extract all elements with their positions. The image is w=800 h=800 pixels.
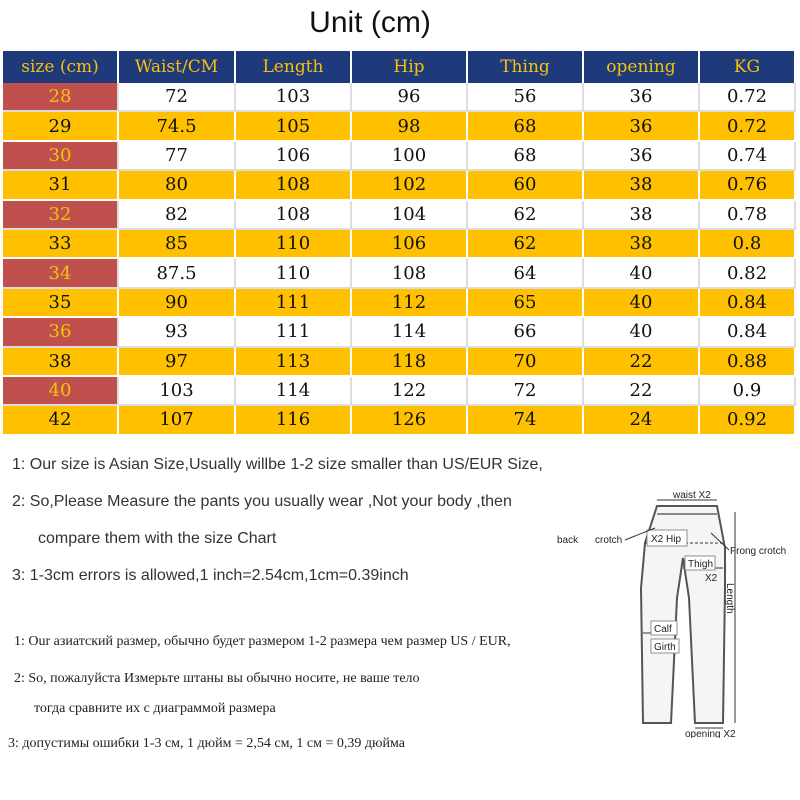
table-cell: 68 xyxy=(467,111,583,140)
table-row xyxy=(3,170,795,199)
table-cell: 0.84 xyxy=(699,317,795,346)
table-row xyxy=(3,229,795,258)
table-cell: 70 xyxy=(467,347,583,376)
table-cell: 0.72 xyxy=(699,111,795,140)
table-row xyxy=(3,141,795,170)
column-header: Thing xyxy=(467,51,583,83)
column-header: Length xyxy=(235,51,351,83)
table-cell: 38 xyxy=(583,200,699,229)
table-cell: 56 xyxy=(467,83,583,111)
table-row xyxy=(3,258,795,287)
table-cell: 38 xyxy=(583,229,699,258)
size-cell: 35 xyxy=(3,288,118,317)
table-cell: 0.74 xyxy=(699,141,795,170)
label-calf: Calf xyxy=(654,624,672,635)
table-cell: 0.82 xyxy=(699,258,795,287)
label-length: Length xyxy=(724,583,735,614)
table-cell: 22 xyxy=(583,376,699,405)
chart-title: Unit (cm) xyxy=(309,6,431,39)
label-front-crotch: Frong crotch xyxy=(730,546,787,557)
table-cell: 82 xyxy=(118,200,235,229)
table-cell: 102 xyxy=(351,170,467,199)
table-cell: 103 xyxy=(118,376,235,405)
table-cell: 97 xyxy=(118,347,235,376)
note-ru-3: 3: допустимы ошибки 1-3 см, 1 дюйм = 2,54 см, 1 см = 0,39 дюйма xyxy=(8,736,405,751)
table-cell: 106 xyxy=(351,229,467,258)
note-ru-1: 1: Our азиатский размер, обычно будет размером 1-2 размера чем размер US / EUR, xyxy=(14,634,511,649)
size-cell: 30 xyxy=(3,141,118,170)
table-cell: 100 xyxy=(351,141,467,170)
size-cell: 38 xyxy=(3,347,118,376)
note-en-2: 2: So,Please Measure the pants you usually wear ,Not your body ,then xyxy=(12,493,512,510)
table-row xyxy=(3,200,795,229)
table-cell: 72 xyxy=(467,376,583,405)
column-header: Hip xyxy=(351,51,467,83)
table-cell: 22 xyxy=(583,347,699,376)
note-ru-2: 2: So, пожалуйста Измерьте штаны вы обычно носите, не ваше тело xyxy=(14,671,420,686)
table-cell: 0.78 xyxy=(699,200,795,229)
table-row xyxy=(3,288,795,317)
table-row xyxy=(3,347,795,376)
table-cell: 24 xyxy=(583,405,699,434)
table-row xyxy=(3,405,795,434)
table-cell: 90 xyxy=(118,288,235,317)
table-cell: 0.76 xyxy=(699,170,795,199)
size-table xyxy=(3,51,796,436)
table-row xyxy=(3,376,795,405)
table-cell: 87.5 xyxy=(118,258,235,287)
table-cell: 77 xyxy=(118,141,235,170)
label-back: back xyxy=(557,535,579,546)
table-cell: 40 xyxy=(583,258,699,287)
label-waist: waist X2 xyxy=(673,490,711,501)
table-cell: 40 xyxy=(583,288,699,317)
label-crotch: crotch xyxy=(595,535,623,546)
size-cell: 33 xyxy=(3,229,118,258)
note-en-3: 3: 1-3cm errors is allowed,1 inch=2.54cm,1cm=0.39inch xyxy=(12,567,409,584)
table-cell: 113 xyxy=(235,347,351,376)
table-cell: 38 xyxy=(583,170,699,199)
table-cell: 65 xyxy=(467,288,583,317)
table-cell: 107 xyxy=(118,405,235,434)
size-cell: 31 xyxy=(3,170,118,199)
table-cell: 40 xyxy=(583,317,699,346)
table-cell: 36 xyxy=(583,83,699,111)
table-cell: 0.84 xyxy=(699,288,795,317)
table-cell: 66 xyxy=(467,317,583,346)
table-cell: 0.72 xyxy=(699,83,795,111)
table-cell: 111 xyxy=(235,317,351,346)
size-cell: 42 xyxy=(3,405,118,434)
column-header: size (cm) xyxy=(3,51,118,83)
table-cell: 74 xyxy=(467,405,583,434)
table-cell: 96 xyxy=(351,83,467,111)
table-cell: 114 xyxy=(235,376,351,405)
table-cell: 68 xyxy=(467,141,583,170)
table-cell: 104 xyxy=(351,200,467,229)
table-body xyxy=(3,83,795,435)
table-cell: 122 xyxy=(351,376,467,405)
size-cell: 29 xyxy=(3,111,118,140)
table-row xyxy=(3,111,795,140)
table-cell: 110 xyxy=(235,229,351,258)
label-thigh: Thigh xyxy=(688,559,714,570)
size-cell: 32 xyxy=(3,200,118,229)
label-thigh-x2: X2 xyxy=(705,573,718,584)
table-cell: 112 xyxy=(351,288,467,317)
note-en-2b: compare them with the size Chart xyxy=(38,530,277,547)
table-cell: 36 xyxy=(583,141,699,170)
table-cell: 108 xyxy=(235,200,351,229)
table-cell: 110 xyxy=(235,258,351,287)
table-cell: 62 xyxy=(467,229,583,258)
table-cell: 98 xyxy=(351,111,467,140)
column-header: Waist/CM xyxy=(118,51,235,83)
table-cell: 106 xyxy=(235,141,351,170)
table-cell: 0.92 xyxy=(699,405,795,434)
table-cell: 80 xyxy=(118,170,235,199)
table-cell: 0.88 xyxy=(699,347,795,376)
note-en-1: 1: Our size is Asian Size,Usually willbe 1-2 size smaller than US/EUR Size, xyxy=(12,456,543,473)
pants-measurement-diagram xyxy=(555,488,800,738)
column-header: KG xyxy=(699,51,795,83)
size-cell: 28 xyxy=(3,83,118,111)
table-cell: 85 xyxy=(118,229,235,258)
table-cell: 72 xyxy=(118,83,235,111)
table-cell: 0.9 xyxy=(699,376,795,405)
table-cell: 108 xyxy=(235,170,351,199)
table-cell: 64 xyxy=(467,258,583,287)
table-cell: 0.8 xyxy=(699,229,795,258)
table-cell: 108 xyxy=(351,258,467,287)
table-cell: 114 xyxy=(351,317,467,346)
table-cell: 60 xyxy=(467,170,583,199)
note-ru-2b: тогда сравните их с диаграммой размера xyxy=(34,701,276,716)
size-cell: 40 xyxy=(3,376,118,405)
label-opening: opening X2 xyxy=(685,729,736,738)
size-cell: 34 xyxy=(3,258,118,287)
size-cell: 36 xyxy=(3,317,118,346)
table-cell: 62 xyxy=(467,200,583,229)
label-girth: Girth xyxy=(654,642,676,653)
table-cell: 36 xyxy=(583,111,699,140)
table-cell: 111 xyxy=(235,288,351,317)
table-cell: 93 xyxy=(118,317,235,346)
table-row xyxy=(3,317,795,346)
table-row xyxy=(3,83,795,111)
table-cell: 118 xyxy=(351,347,467,376)
table-header-row xyxy=(3,51,795,83)
table-cell: 103 xyxy=(235,83,351,111)
table-cell: 74.5 xyxy=(118,111,235,140)
table-cell: 116 xyxy=(235,405,351,434)
column-header: opening xyxy=(583,51,699,83)
table-cell: 126 xyxy=(351,405,467,434)
table-cell: 105 xyxy=(235,111,351,140)
label-hip: X2 Hip xyxy=(651,534,682,545)
